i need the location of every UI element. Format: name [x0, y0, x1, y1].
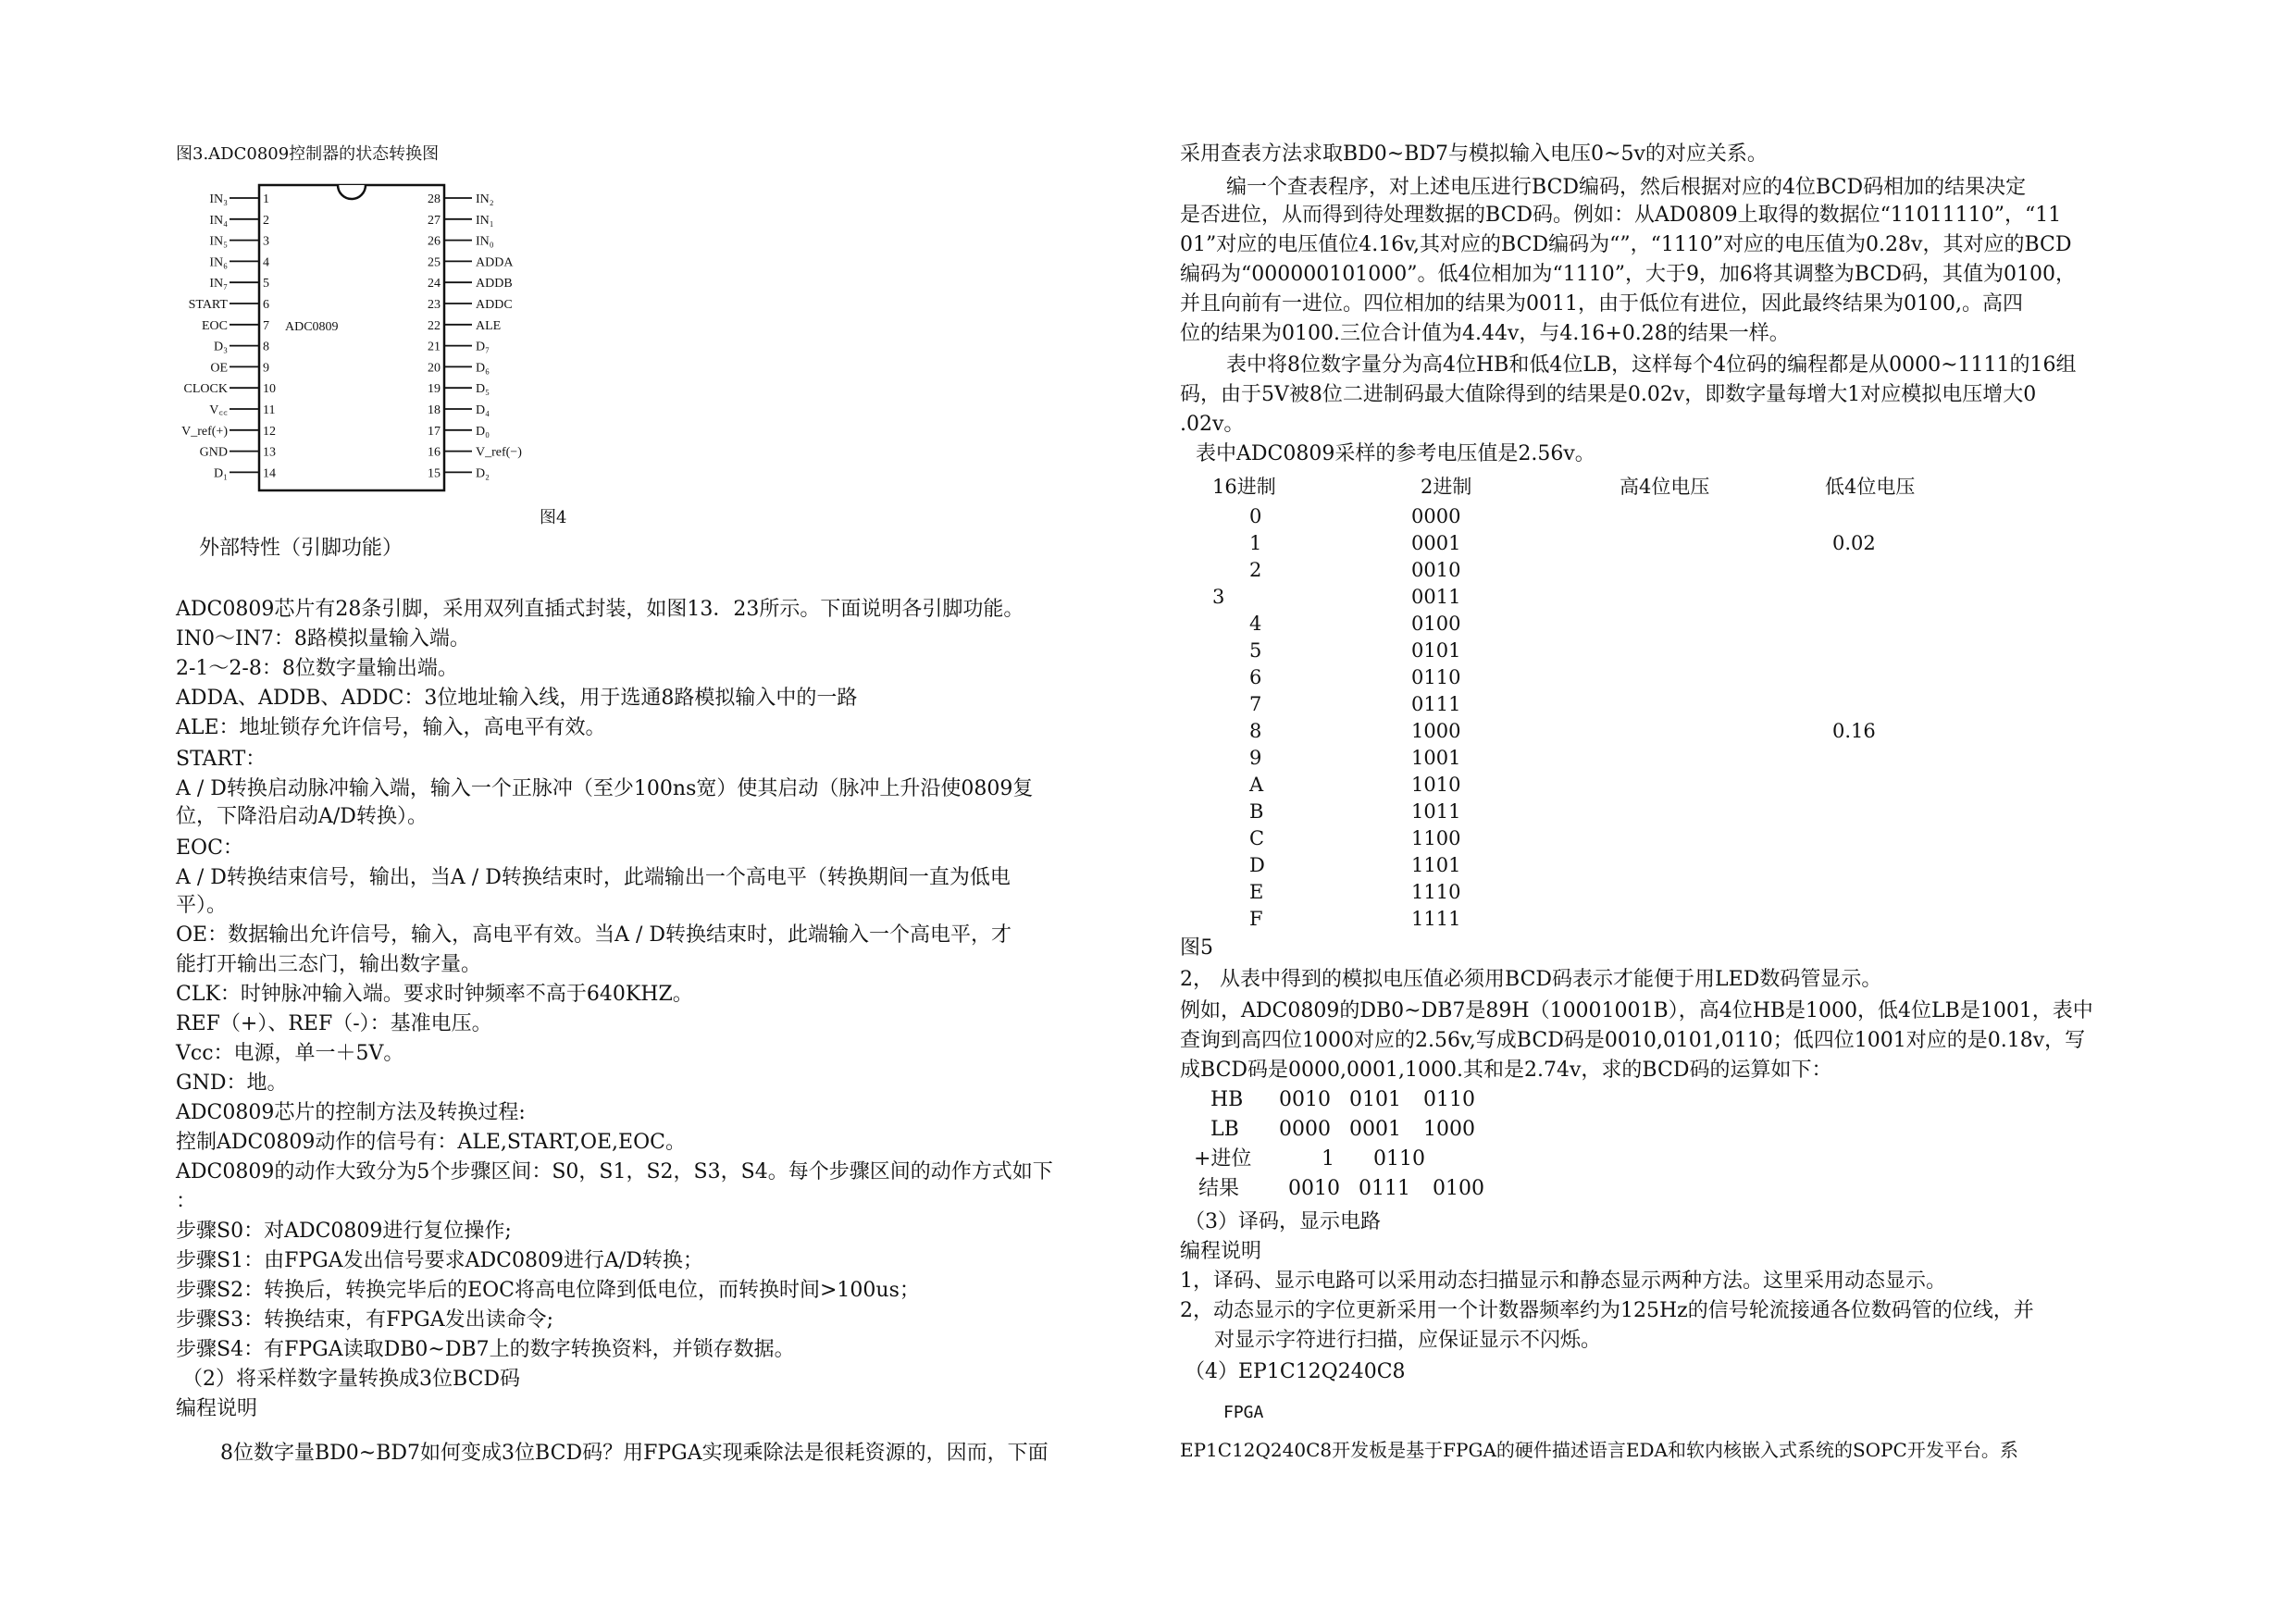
para-line: 平）。 — [176, 894, 228, 917]
para-line: ALE：地址锁存允许信号，输入，高电平有效。 — [176, 716, 606, 739]
table-cell-hex: 1 — [1249, 532, 1262, 554]
chip-pin-label: V_ref(+) — [181, 424, 228, 439]
chip-pin-number: 7 — [263, 318, 269, 333]
table-cell-bin: 0110 — [1411, 666, 1461, 688]
calc-cell-v2: 0101 — [1349, 1088, 1401, 1111]
table-cell-bin: 0010 — [1411, 559, 1461, 581]
calc-cell-v2: 0111 — [1359, 1177, 1410, 1200]
table-cell-hex: 3 — [1212, 586, 1225, 608]
table-header-hex: 16进制 — [1212, 476, 1276, 498]
table-cell-hex: 5 — [1249, 639, 1262, 662]
chip-pin-label: CLOCK — [183, 382, 228, 397]
table-cell-hex: C — [1249, 827, 1265, 849]
para-line: 编程说明 — [176, 1397, 258, 1420]
chip-pin-number: 13 — [263, 445, 276, 460]
para-line: 表中ADC0809采样的参考电压值是2.56v。 — [1196, 442, 1595, 465]
calc-cell-label: LB — [1210, 1118, 1239, 1141]
chip-pin-label: IN₅ — [209, 234, 228, 249]
chip-pin-number: 1 — [263, 192, 269, 206]
para-line: ADDA、ADDB、ADDC：3位地址输入线，用于选通8路模拟输入中的一路 — [176, 687, 858, 710]
para-line: 01”对应的电压值位4.16v,其对应的BCD编码为“”，“1110”对应的电压值为0.28v，其对应的BCD — [1180, 233, 2072, 256]
table-cell-hex: 4 — [1249, 613, 1262, 635]
chip-pin-number: 26 — [428, 234, 441, 249]
para-line: （2）将采样数字量转换成3位BCD码 — [182, 1368, 521, 1391]
chip-pin-label: IN₁ — [476, 213, 494, 228]
chip-pin-number: 25 — [428, 255, 441, 270]
chip-pin-label: IN₂ — [476, 192, 494, 206]
fig5-caption: 图5 — [1180, 936, 1213, 960]
adc0809-pinout-diagram — [176, 178, 574, 502]
table-cell-hex: A — [1249, 774, 1264, 796]
calc-cell-v1: 0010 — [1288, 1177, 1340, 1200]
chip-pin-label: D₀ — [476, 424, 490, 439]
chip-notch — [338, 185, 366, 199]
chip-pin-label: V꜀꜀ — [209, 403, 228, 417]
chip-pin-label: OE — [210, 361, 228, 376]
para-line: 编码为“000000101000”。低4位相加为“1110”，大于9，加6将其调整为BCD码，其值为0100， — [1180, 263, 2076, 286]
chip-pin-number: 21 — [428, 340, 441, 354]
table-cell-hex: F — [1249, 908, 1263, 930]
calc-cell-v2: 0001 — [1349, 1118, 1401, 1141]
chip-pin-label: GND — [199, 445, 228, 460]
table-cell-hex: 8 — [1249, 720, 1262, 742]
section-heading-pin-functions: 外部特性（引脚功能） — [199, 537, 403, 560]
chip-pin-number: 28 — [428, 192, 441, 206]
chip-pin-number: 5 — [263, 277, 269, 291]
fig3-caption: 图3.ADC0809控制器的状态转换图 — [176, 144, 440, 164]
para-line: Vcc：电源，单一＋5V。 — [176, 1042, 404, 1065]
chip-pin-number: 10 — [263, 382, 276, 397]
table-cell-bin: 1011 — [1411, 800, 1461, 823]
table-cell-hex: 0 — [1249, 505, 1262, 527]
para-line: A / D转换结束信号，输出，当A / D转换结束时，此端输出一个高电平（转换期间一直为低电 — [176, 866, 1011, 889]
para-line: ADC0809芯片的控制方法及转换过程: — [176, 1101, 526, 1124]
para-line: ADC0809芯片有28条引脚，采用双列直插式封装，如图13．23所示。下面说明各引脚功能。 — [176, 598, 1024, 621]
para-line: .02v。 — [1180, 413, 1245, 436]
calc-cell-label: +进位 — [1194, 1147, 1252, 1171]
table-cell-bin: 0100 — [1411, 613, 1461, 635]
table-cell-hex: B — [1249, 800, 1264, 823]
chip-pin-label: ALE — [476, 318, 502, 333]
chip-pin-label: D₄ — [476, 403, 490, 417]
chip-pin-number: 24 — [428, 277, 441, 291]
para-line: 步骤S3：转换结束，有FPGA发出读命令; — [176, 1308, 554, 1332]
chip-pin-label: D₁ — [214, 466, 228, 481]
para-line: 位，下降沿启动A/D转换）。 — [176, 805, 428, 828]
para-line: 控制ADC0809动作的信号有：ALE,START,OE,EOC。 — [176, 1131, 686, 1154]
calc-cell-v3: 1000 — [1423, 1118, 1475, 1141]
para-line: 表中将8位数字量分为高4位HB和低4位LB，这样每个4位码的编程都是从0000~1111的16组 — [1226, 353, 2077, 377]
chip-pin-label: D₆ — [476, 361, 490, 376]
chip-pin-number: 27 — [428, 213, 441, 228]
chip-pin-number: 2 — [263, 213, 269, 228]
section-heading-fpga-board: （4）EP1C12Q240C8 — [1185, 1360, 1406, 1383]
para-line: EP1C12Q240C8开发板是基于FPGA的硬件描述语言EDA和软内核嵌入式系统的SOPC开发平台。系 — [1180, 1439, 2018, 1461]
para-line: 步骤S2：转换后，转换完毕后的EOC将高电位降到低电位，而转换时间>100us； — [176, 1279, 920, 1302]
para-line: ： — [176, 1190, 197, 1213]
table-cell-hex: 7 — [1249, 693, 1262, 715]
table-cell-hex: E — [1249, 881, 1264, 903]
table-header-high: 高4位电压 — [1620, 476, 1710, 498]
chip-pin-label: ADDC — [476, 298, 513, 312]
calc-cell-v3: 0100 — [1433, 1177, 1484, 1200]
para-line: 成BCD码是0000,0001,1000.其和是2.74v，求的BCD码的运算如下： — [1180, 1059, 1832, 1082]
table-cell-bin: 0111 — [1411, 693, 1461, 715]
para-line: GND：地。 — [176, 1072, 288, 1095]
para-line: 能打开输出三态门，输出数字量。 — [176, 953, 482, 976]
table-cell-bin: 1100 — [1411, 827, 1461, 849]
calc-cell-v3: 0110 — [1423, 1088, 1475, 1111]
para-line: 2-1～2-8：8位数字量输出端。 — [176, 657, 458, 680]
chip-pin-number: 14 — [263, 466, 276, 481]
table-cell-bin: 1001 — [1411, 747, 1461, 769]
para-line: 对显示字符进行扫描，应保证显示不闪烁。 — [1214, 1329, 1602, 1352]
fig4-caption: 图4 — [540, 508, 567, 527]
calc-cell-v2: 0110 — [1373, 1147, 1425, 1171]
para-line: 例如，ADC0809的DB0~DB7是89H（10001001B），高4位HB是1000，低4位LB是1001，表中 — [1180, 999, 2093, 1022]
table-cell-bin: 1010 — [1411, 774, 1461, 796]
calc-cell-v1: 0000 — [1279, 1118, 1331, 1141]
table-cell-bin: 1111 — [1411, 908, 1461, 930]
chip-pin-label: D₃ — [214, 340, 228, 354]
para-line: 码，由于5V被8位二进制码最大值除得到的结果是0.02v，即数字量每增大1对应模拟电压增大0 — [1180, 383, 2037, 406]
para-line: 采用查表方法求取BD0~BD7与模拟输入电压0~5v的对应关系。 — [1180, 142, 1768, 166]
table-cell-hex: 9 — [1249, 747, 1262, 769]
table-cell-hex: D — [1249, 854, 1265, 876]
para-line: A / D转换启动脉冲输入端，输入一个正脉冲（至少100ns宽）使其启动（脉冲上升沿使0809复 — [176, 777, 1034, 800]
chip-pin-label: ADDB — [476, 277, 513, 291]
table-header-low: 低4位电压 — [1825, 476, 1916, 498]
table-cell-hex: 2 — [1249, 559, 1262, 581]
table-cell-bin: 1000 — [1411, 720, 1461, 742]
para-line: OE：数据输出允许信号，输入，高电平有效。当A / D转换结束时，此端输入一个高电平，才 — [176, 923, 1012, 947]
chip-pin-label: EOC — [202, 318, 228, 333]
calc-cell-label: 结果 — [1198, 1177, 1240, 1200]
table-cell-hex: 6 — [1249, 666, 1262, 688]
chip-pin-number: 18 — [428, 403, 441, 417]
chip-pin-label: IN₇ — [209, 277, 228, 291]
para-line: REF（+）、REF（-）：基准电压。 — [176, 1012, 492, 1035]
table-cell-bin: 1110 — [1411, 881, 1461, 903]
chip-pin-number: 3 — [263, 234, 269, 249]
chip-pin-number: 6 — [263, 298, 269, 312]
table-cell-bin: 1101 — [1411, 854, 1461, 876]
table-cell-bin: 0000 — [1411, 505, 1461, 527]
chip-pin-number: 8 — [263, 340, 269, 354]
table-cell-low: 0.02 — [1832, 532, 1876, 554]
para-line: 位的结果为0100.三位合计值为4.44v，与4.16+0.28的结果一样。 — [1180, 322, 1790, 345]
table-header-bin: 2进制 — [1421, 476, 1472, 498]
chip-pin-number: 17 — [428, 424, 441, 439]
para-line: EOC： — [176, 836, 243, 860]
para-line: IN0～IN7：8路模拟量输入端。 — [176, 627, 470, 650]
chip-pin-label: IN₃ — [209, 192, 228, 206]
calc-cell-label: HB — [1210, 1088, 1244, 1111]
para-line: 2， 从表中得到的模拟电压值必须用BCD码表示才能便于用LED数码管显示。 — [1180, 968, 1882, 991]
chip-pin-label: START — [188, 298, 228, 312]
chip-pin-number: 15 — [428, 466, 441, 481]
chip-pin-number: 22 — [428, 318, 441, 333]
para-line: START： — [176, 748, 267, 771]
table-cell-low: 0.16 — [1832, 720, 1876, 742]
chip-body — [259, 185, 444, 490]
calc-cell-v1: 1 — [1322, 1147, 1334, 1171]
chip-pin-number: 4 — [263, 255, 269, 270]
para-line: CLK：时钟脉冲输入端。要求时钟频率不高于640KHZ。 — [176, 983, 693, 1006]
chip-pin-label: IN₆ — [209, 255, 228, 270]
chip-pin-label: D₅ — [476, 382, 490, 397]
chip-pin-label: IN₀ — [476, 234, 494, 249]
para-line: 1，译码、显示电路可以采用动态扫描显示和静态显示两种方法。这里采用动态显示。 — [1180, 1270, 1946, 1293]
chip-pin-label: IN₄ — [209, 213, 228, 228]
para-line: 编一个查表程序，对上述电压进行BCD编码，然后根据对应的4位BCD码相加的结果决定 — [1226, 176, 2027, 199]
para-line: 编程说明 — [1180, 1240, 1262, 1263]
para-line: 步骤S4：有FPGA读取DB0~DB7上的数字转换资料，并锁存数据。 — [176, 1338, 795, 1361]
chip-pin-number: 9 — [263, 361, 269, 376]
para-line: 查询到高四位1000对应的2.56v,写成BCD码是0010,0101,0110；低四位1001对应的是0.18v，写 — [1180, 1029, 2086, 1052]
chip-name-label: ADC0809 — [285, 320, 339, 334]
chip-pin-number: 20 — [428, 361, 441, 376]
chip-pin-label: D₂ — [476, 466, 490, 481]
para-line: 步骤S1：由FPGA发出信号要求ADC0809进行A/D转换； — [176, 1249, 703, 1272]
para-line: 是否进位，从而得到待处理数据的BCD码。例如：从AD0809上取得的数据位“11011110”，“11 — [1180, 204, 2062, 227]
table-cell-bin: 0001 — [1411, 532, 1461, 554]
table-cell-bin: 0011 — [1411, 586, 1461, 608]
chip-pin-number: 16 — [428, 445, 441, 460]
chip-pin-number: 11 — [263, 403, 276, 417]
chip-pin-label: V_ref(−) — [476, 445, 522, 460]
para-line: 步骤S0：对ADC0809进行复位操作; — [176, 1220, 512, 1243]
chip-pin-label: ADDA — [476, 255, 514, 270]
chip-pin-label: D₇ — [476, 340, 490, 354]
calc-cell-v1: 0010 — [1279, 1088, 1331, 1111]
chip-svg — [176, 178, 574, 502]
para-line: FPGA — [1223, 1403, 1264, 1422]
para-line: ADC0809的动作大致分为5个步骤区间：S0，S1，S2，S3，S4。每个步骤区间的动作方式如下 — [176, 1160, 1053, 1183]
para-line: 8位数字量BD0~BD7如何变成3位BCD码？用FPGA实现乘除法是很耗资源的，因而，下面 — [220, 1442, 1049, 1465]
table-cell-bin: 0101 — [1411, 639, 1461, 662]
para-line: 2，动态显示的字位更新采用一个计数器频率约为125Hz的信号轮流接通各位数码管的位线，并 — [1180, 1299, 2034, 1322]
chip-pin-number: 12 — [263, 424, 276, 439]
chip-pin-number: 19 — [428, 382, 441, 397]
chip-pin-number: 23 — [428, 298, 441, 312]
section-heading-decode: （3）译码，显示电路 — [1185, 1210, 1381, 1233]
para-line: 并且向前有一进位。四位相加的结果为0011，由于低位有进位，因此最终结果为0100,。高四 — [1180, 292, 2023, 316]
